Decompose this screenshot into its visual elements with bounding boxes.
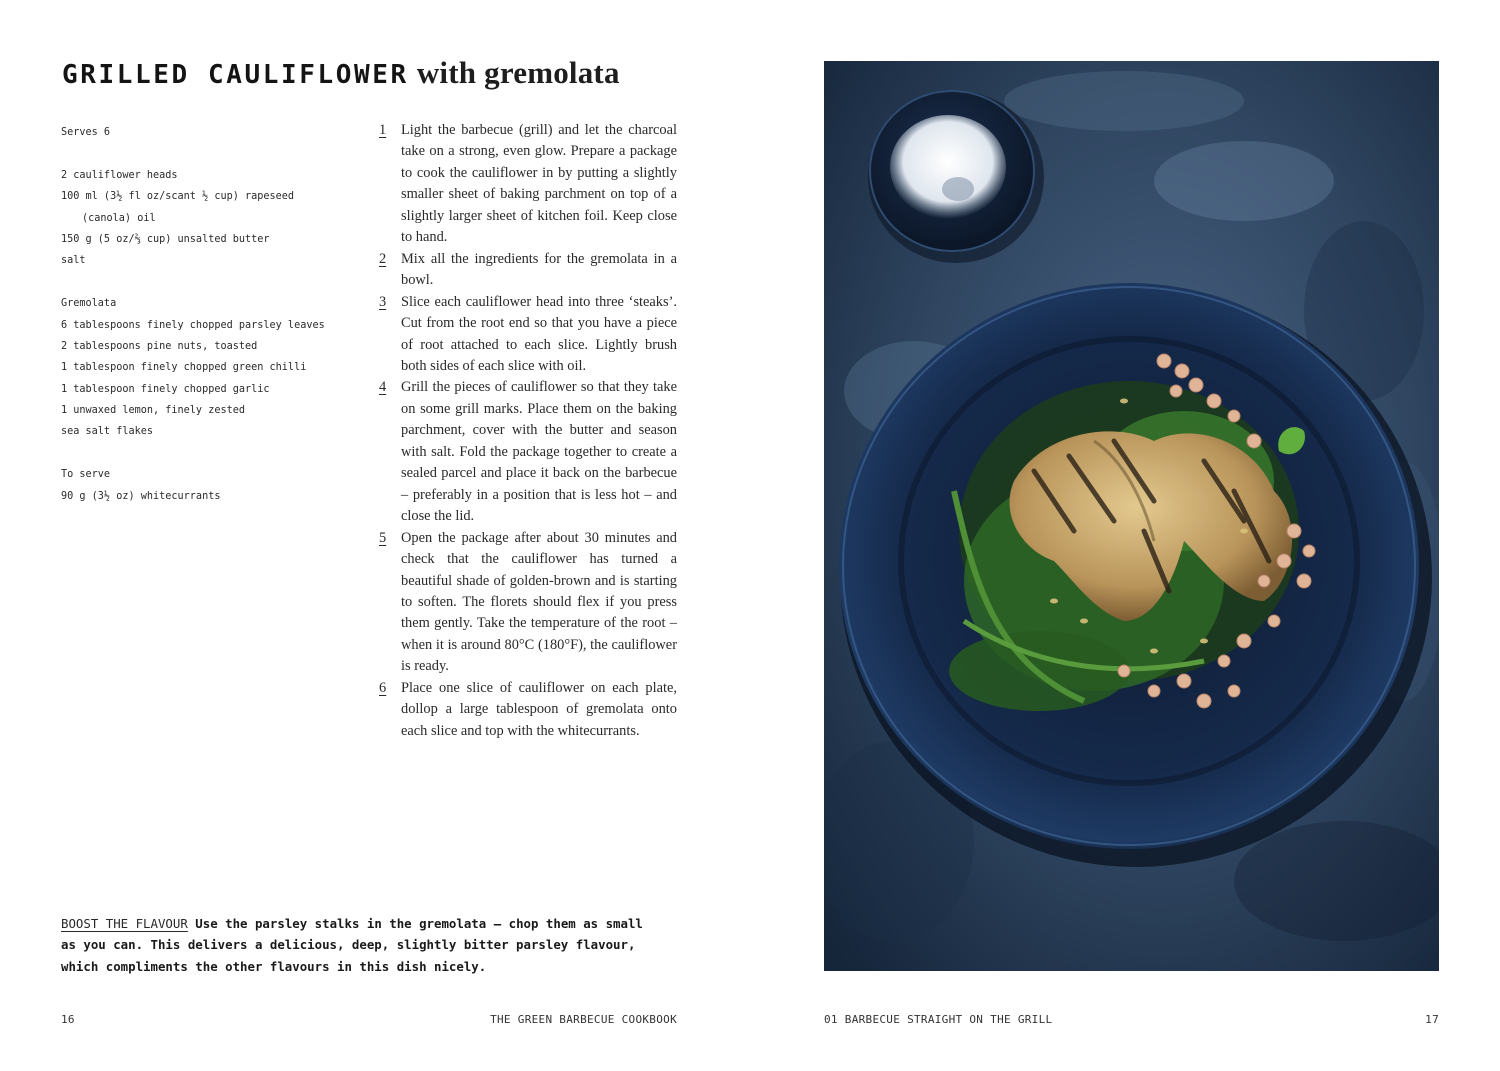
gremolata-ingredient-item: 1 tablespoon finely chopped garlic xyxy=(61,383,270,395)
ingredient-item: 100 ml (3½ fl oz/scant ½ cup) rapeseed xyxy=(61,191,295,203)
left-running-head: THE GREEN BARBECUE COOKBOOK xyxy=(490,1013,677,1026)
step-number: 3 xyxy=(379,293,387,310)
ingredient-spacer xyxy=(61,143,361,164)
gremolata-ingredient-item: sea salt flakes xyxy=(61,426,154,438)
ingredient-item: 2 cauliflower heads xyxy=(61,169,178,181)
gremolata-ingredient-item: 1 tablespoon finely chopped green chilli xyxy=(61,362,307,374)
step-number: 6 xyxy=(379,679,387,696)
step-text: Mix all the ingredients for the gremolata in a bowl. xyxy=(401,250,677,289)
serves-count: Serves 6 xyxy=(61,127,111,138)
method-step xyxy=(379,292,677,378)
ingredient-item: salt xyxy=(61,255,86,267)
gremolata-ingredient-item: 6 tablespoons finely chopped parsley leaves xyxy=(61,319,325,331)
step-text: Slice each cauliflower head into three ‘steaks’. Cut from the root end so that you have a piece of root attached to each slice. Lightly brush both sides of each slice with oil. xyxy=(401,293,677,374)
method-steps xyxy=(379,120,677,742)
ingredients-list xyxy=(61,122,361,507)
recipe-title-main: GRILLED CAULIFLOWER xyxy=(62,60,409,90)
method-step xyxy=(379,377,677,527)
to-serve-item: 90 g (3½ oz) whitecurrants xyxy=(61,490,221,502)
right-page-number: 17 xyxy=(1425,1013,1439,1026)
salt-dish xyxy=(868,91,1044,263)
tip-label: BOOST THE FLAVOUR xyxy=(61,916,188,931)
boost-the-flavour-tip xyxy=(61,913,661,977)
ingredient-item: 150 g (5 oz/⅔ cup) unsalted butter xyxy=(61,233,270,245)
right-page xyxy=(750,0,1500,1071)
gremolata-ingredient-item: 2 tablespoons pine nuts, toasted xyxy=(61,340,258,352)
left-page-number: 16 xyxy=(61,1013,75,1026)
gremolata-ingredient-item: 1 unwaxed lemon, finely zested xyxy=(61,405,246,417)
to-serve-heading: To serve xyxy=(61,469,111,481)
step-text: Grill the pieces of cauliflower so that they take on some grill marks. Place them on the baking parchment, cover with the butter and season with salt. Fold the package together to create a sealed parcel and place it back on the barbecue – preferably in a position that is less hot – and close the lid. xyxy=(401,379,677,525)
step-text: Light the barbecue (grill) and let the charcoal take on a strong, even glow. Prepare a package to cook the cauliflower in by putting a slightly smaller sheet of baking parchment on top of a slightly larger sheet of kitchen foil. Keep close to hand. xyxy=(401,122,677,246)
method-step xyxy=(379,249,677,292)
right-running-head: 01 BARBECUE STRAIGHT ON THE GRILL xyxy=(824,1013,1053,1026)
tip-text: Use the parsley stalks in the gremolata – chop them as small as you can. This delivers a delicious, deep, slightly bitter parsley flavour, which compliments the other flavours in this dish nicely. xyxy=(61,916,643,974)
ingredient-spacer xyxy=(61,272,361,293)
dish-photo xyxy=(824,61,1439,971)
step-text: Place one slice of cauliflower on each plate, dollop a large tablespoon of gremolata onto each slice and top with the whitecurrants. xyxy=(401,679,677,739)
step-number: 1 xyxy=(379,122,387,138)
ingredient-spacer xyxy=(61,443,361,464)
ingredient-item: (canola) oil xyxy=(82,212,156,224)
recipe-title-sub: with gremolata xyxy=(416,55,620,90)
step-number: 5 xyxy=(379,529,387,546)
dish-photo-illustration xyxy=(824,61,1439,971)
step-text: Open the package after about 30 minutes and check that the cauliflower has turned a beautiful shade of golden-brown and is starting to soften. The florets should flex if you press them gently. Take the temperature of the root – when it is around 80°C (180°F), the cauliflower is ready. xyxy=(401,529,677,675)
method-step xyxy=(379,528,677,678)
method-step xyxy=(379,678,677,742)
step-number: 4 xyxy=(379,379,387,396)
gremolata-heading: Gremolata xyxy=(61,298,117,310)
method-step xyxy=(379,120,677,249)
recipe-title xyxy=(62,54,620,91)
step-number: 2 xyxy=(379,250,387,267)
